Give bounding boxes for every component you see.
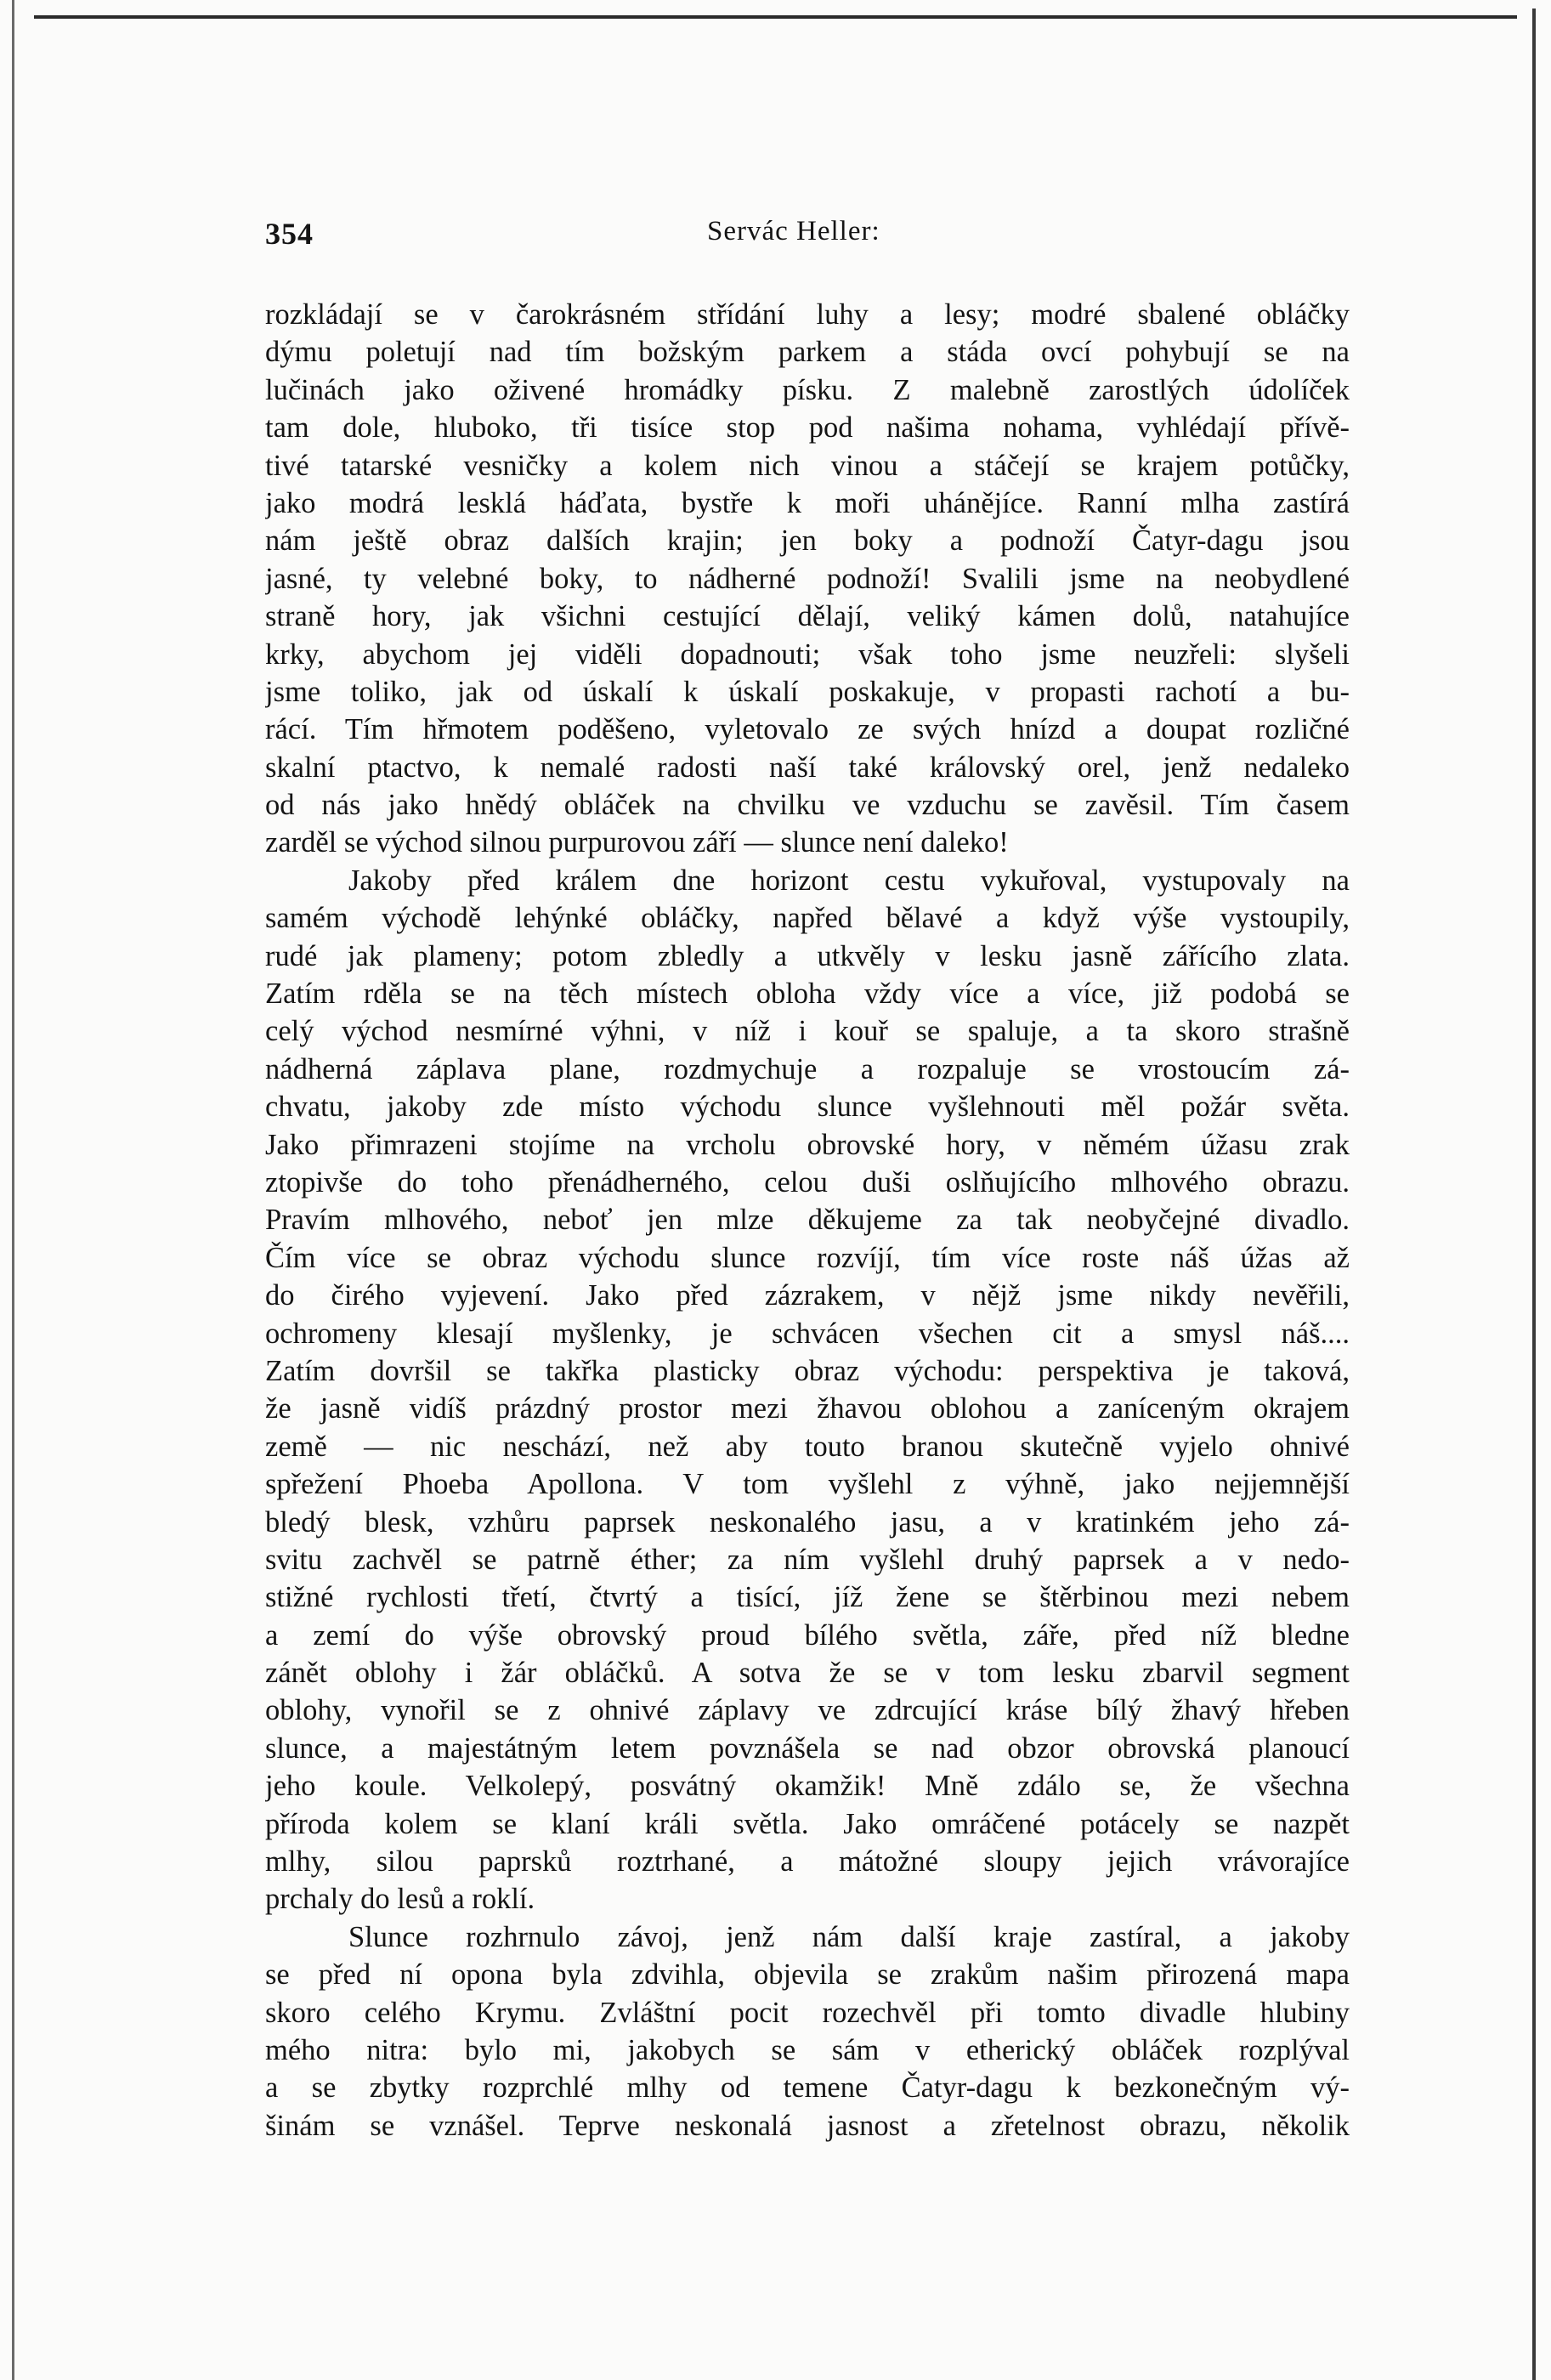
text-line: oblohy, vynořil se z ohnivé záplavy ve zdrcující kráse bílý žhavý hřeben [265, 1694, 1350, 1727]
text-line: jasné, ty velebné boky, to nádherné podnoží! Svalili jsme na neobydlené [265, 562, 1350, 595]
text-line: svitu zachvěl se patrně éther; za ním vyšlehl druhý paprsek a v nedo- [265, 1543, 1350, 1576]
text-line: země — nic neschází, než aby touto branou skutečně vyjelo ohnivé [265, 1430, 1350, 1463]
text-line: rozkládají se v čarokrásném střídání luhy a lesy; modré sbalené obláčky [265, 298, 1350, 331]
body-text [265, 296, 1350, 2145]
running-head: Servác Heller: [707, 216, 880, 246]
text-line: nám ještě obraz dalších krajin; jen boky a podnoží Čatyr-dagu jsou [265, 524, 1350, 558]
text-line: spřežení Phoeba Apollona. V tom vyšlehl z výhně, jako nejjemnější [265, 1468, 1350, 1501]
text-line: tivé tatarské vesničky a kolem nich vinou a stáčejí se krajem potůčky, [265, 449, 1350, 482]
page-left-edge [12, 0, 14, 2380]
text-line: ztopivše do toho přenádherného, celou duši oslňujícího mlhového obrazu. [265, 1165, 1350, 1198]
text-line: Jako přimrazeni stojíme na vrcholu obrovské hory, v němém úžasu zrak [265, 1128, 1350, 1161]
text-line: chvatu, jakoby zde místo východu slunce vyšlehnouti měl požár světa. [265, 1091, 1350, 1124]
text-line: jako modrá lesklá háďata, bystře k moři uhánějíce. Ranní mlha zastírá [265, 486, 1350, 519]
page-top-edge [34, 15, 1517, 19]
text-line: samém východě lehýnké obláčky, napřed bělavé a když výše vystoupily, [265, 902, 1350, 935]
text-line: že jasně vidíš prázdný prostor mezi žhavou oblohou a zaníceným okrajem [265, 1392, 1350, 1425]
text-line: slunce, a majestátným letem povznášela se nad obzor obrovská planoucí [265, 1731, 1350, 1765]
text-line: nádherná záplava plane, rozdmychuje a rozpaluje se vrostoucím zá- [265, 1052, 1350, 1085]
text-line: Zatím dovršil se takřka plasticky obraz východu: perspektiva je taková, [265, 1354, 1350, 1387]
text-line: jeho koule. Velkolepý, posvátný okamžik! Mně zdálo se, že všechna [265, 1770, 1350, 1803]
text-line: straně hory, jak všichni cestující dělají, veliký kámen dolů, natahujíce [265, 600, 1350, 633]
page-right-edge [1532, 8, 1536, 2380]
text-line: rudé jak plameny; potom zbledly a utkvěly v lesku jasně zářícího zlata. [265, 939, 1350, 972]
text-line: mého nitra: bylo mi, jakobych se sám v etherický obláček rozplýval [265, 2033, 1350, 2066]
text-line: a se zbytky rozprchlé mlhy od temene Čatyr-dagu k bezkonečným vý- [265, 2071, 1350, 2105]
text-line: šinám se vznášel. Teprve neskonalá jasnost a zřetelnost obrazu, několik [265, 2109, 1350, 2142]
text-line: mlhy, silou paprsků roztrhané, a mátožné sloupy jejich vrávorajíce [265, 1845, 1350, 1878]
page-number: 354 [265, 217, 314, 251]
text-line: tam dole, hluboko, tři tisíce stop pod našima nohama, vyhlédají přívě- [265, 411, 1350, 445]
text-line: ochromeny klesají myšlenky, je schvácen všechen cit a smysl náš.... [265, 1317, 1350, 1350]
text-line: do čirého vyjevení. Jako před zázrakem, v nějž jsme nikdy nevěřili, [265, 1279, 1350, 1312]
text-line: Zatím rděla se na těch místech obloha vždy více a více, již podobá se [265, 978, 1350, 1011]
text-line: příroda kolem se klaní králi světla. Jako omráčené potácely se nazpět [265, 1807, 1350, 1840]
text-line: Čím více se obraz východu slunce rozvíjí, tím více roste náš úžas až [265, 1241, 1350, 1274]
text-line: zarděl se východ silnou purpurovou září — slunce není daleko! [265, 826, 1009, 859]
text-line: od nás jako hnědý obláček na chvilku ve vzduchu se zavěsil. Tím časem [265, 789, 1350, 822]
text-line: zánět oblohy i žár obláčků. A sotva že se v tom lesku zbarvil segment [265, 1657, 1350, 1690]
text-line: a zemí do výše obrovský proud bílého světla, záře, před níž bledne [265, 1618, 1350, 1652]
text-line: krky, abychom jej viděli dopadnouti; však toho jsme neuzřeli: slyšeli [265, 638, 1350, 671]
text-line: bledý blesk, vzhůru paprsek neskonalého jasu, a v kratinkém jeho zá- [265, 1505, 1350, 1538]
text-line: dýmu poletují nad tím božským parkem a stáda ovcí pohybují se na [265, 336, 1350, 369]
text-line: skalní ptactvo, k nemalé radosti naší také královský orel, jenž nedaleko [265, 751, 1350, 784]
text-line: Slunce rozhrnulo závoj, jenž nám další kraje zastíral, a jakoby [348, 1920, 1350, 1953]
text-line: skoro celého Krymu. Zvláštní pocit rozechvěl při tomto divadle hlubiny [265, 1996, 1350, 2029]
text-line: rácí. Tím hřmotem poděšeno, vyletovalo ze svých hnízd a doupat rozličné [265, 713, 1350, 746]
text-line: se před ní opona byla zdvihla, objevila se zrakům našim přirozená mapa [265, 1958, 1350, 1992]
text-line: prchaly do lesů a roklí. [265, 1883, 535, 1916]
text-line: Jakoby před králem dne horizont cestu vykuřoval, vystupovaly na [348, 864, 1350, 897]
page-header [265, 212, 1350, 264]
text-line: Pravím mlhového, neboť jen mlze děkujeme za tak neobyčejné divadlo. [265, 1204, 1350, 1237]
text-line: lučinách jako oživené hromádky písku. Z malebně zarostlých údolíček [265, 373, 1350, 406]
text-line: jsme toliko, jak od úskalí k úskalí poskakuje, v propasti rachotí a bu- [265, 675, 1350, 708]
text-line: celý východ nesmírné výhni, v níž i kouř se spaluje, a ta skoro strašně [265, 1015, 1350, 1048]
text-line: stižné rychlosti třetí, čtvrtý a tisící, jíž žene se štěrbinou mezi nebem [265, 1581, 1350, 1614]
